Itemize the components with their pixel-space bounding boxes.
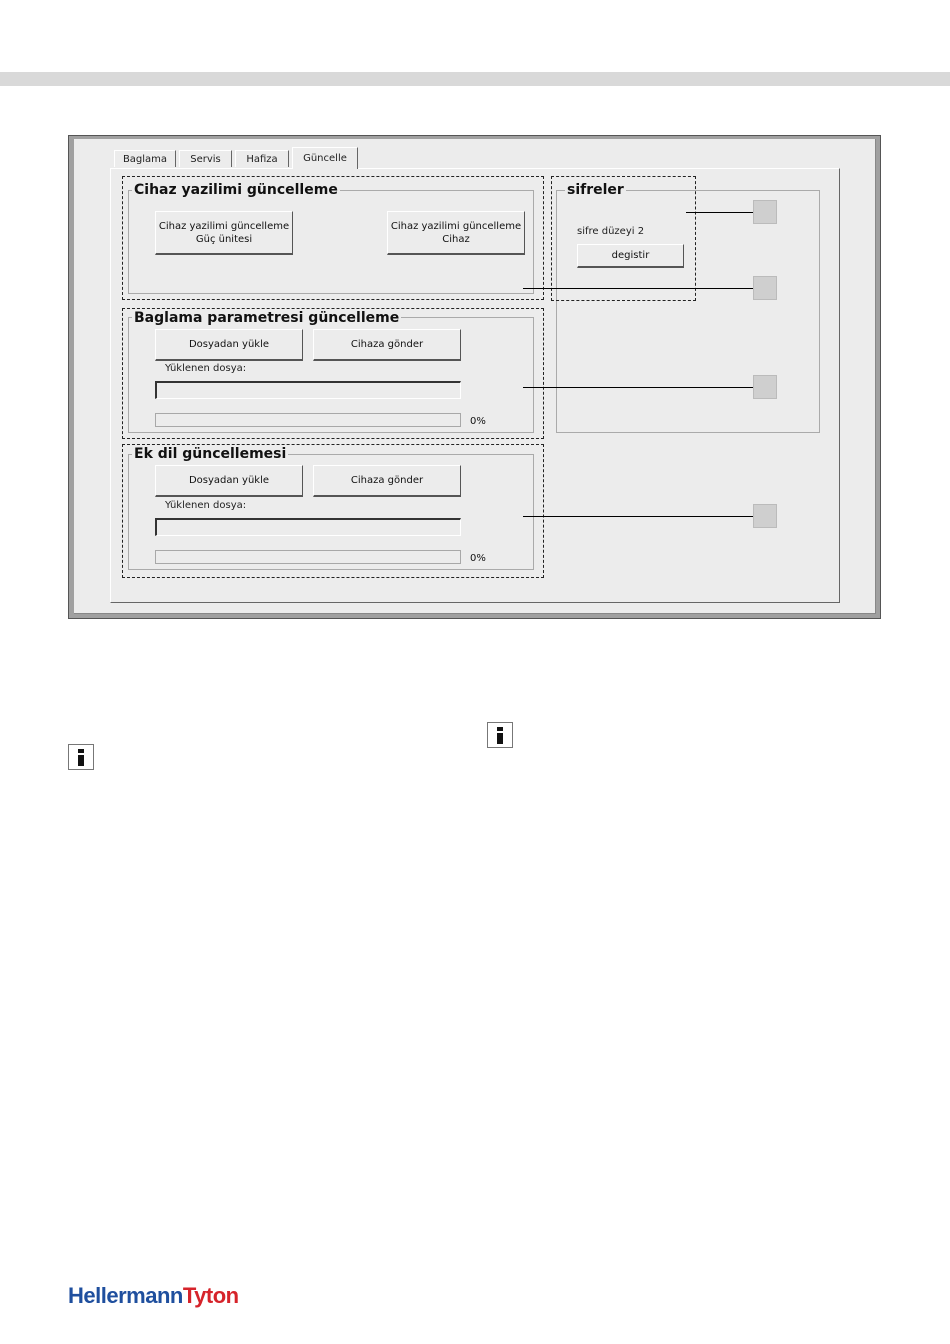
info-icon [68, 744, 94, 770]
tab-servis[interactable]: Servis [179, 150, 232, 167]
lang-load-file-button[interactable]: Dosyadan yükle [155, 465, 303, 497]
logo-part-1: Hellermann [68, 1283, 183, 1308]
tab-guncelle[interactable]: Güncelle [292, 147, 358, 169]
callout-line-2 [523, 288, 753, 289]
tab-hafiza[interactable]: Hafiza [235, 150, 289, 167]
header-bar [0, 72, 950, 86]
param-load-file-button[interactable]: Dosyadan yükle [155, 329, 303, 361]
update-device-line2: Cihaz [442, 233, 470, 245]
callout-marker-3 [753, 375, 777, 399]
update-device-line1: Cihaz yazilimi güncelleme [390, 220, 522, 232]
update-power-unit-line1: Cihaz yazilimi güncelleme [158, 220, 290, 232]
callout-marker-1 [753, 200, 777, 224]
update-power-unit-button[interactable] [155, 211, 293, 255]
change-password-button[interactable]: degistir [577, 244, 684, 268]
lang-update-title: Ek dil güncellemesi [134, 446, 287, 462]
lang-progress-bar [155, 550, 461, 564]
hellermanntyton-logo [68, 1283, 239, 1309]
param-loaded-file-field [155, 381, 461, 399]
callout-marker-4 [753, 504, 777, 528]
param-loaded-file-label: Yüklenen dosya: [165, 363, 247, 374]
param-send-device-button[interactable]: Cihaza gönder [313, 329, 461, 361]
update-power-unit-line2: Güç ünitesi [195, 233, 253, 245]
logo-part-2: Tyton [182, 1283, 239, 1308]
tab-baglama[interactable]: Baglama [114, 150, 176, 167]
param-progress-percent: 0% [470, 416, 486, 427]
param-progress-bar [155, 413, 461, 427]
firmware-title: Cihaz yazilimi güncelleme [134, 182, 338, 198]
callout-marker-2 [753, 276, 777, 300]
callout-line-3 [523, 387, 753, 388]
param-update-title: Baglama parametresi güncelleme [134, 310, 400, 326]
lang-progress-percent: 0% [470, 553, 486, 564]
passwords-title: sifreler [567, 182, 624, 198]
callout-line-1 [686, 212, 753, 213]
info-icon [487, 722, 513, 748]
lang-loaded-file-label: Yüklenen dosya: [165, 500, 247, 511]
lang-send-device-button[interactable]: Cihaza gönder [313, 465, 461, 497]
lang-loaded-file-field [155, 518, 461, 536]
password-level-label: sifre düzeyi 2 [577, 226, 645, 237]
callout-line-4 [523, 516, 753, 517]
update-device-button[interactable] [387, 211, 525, 255]
